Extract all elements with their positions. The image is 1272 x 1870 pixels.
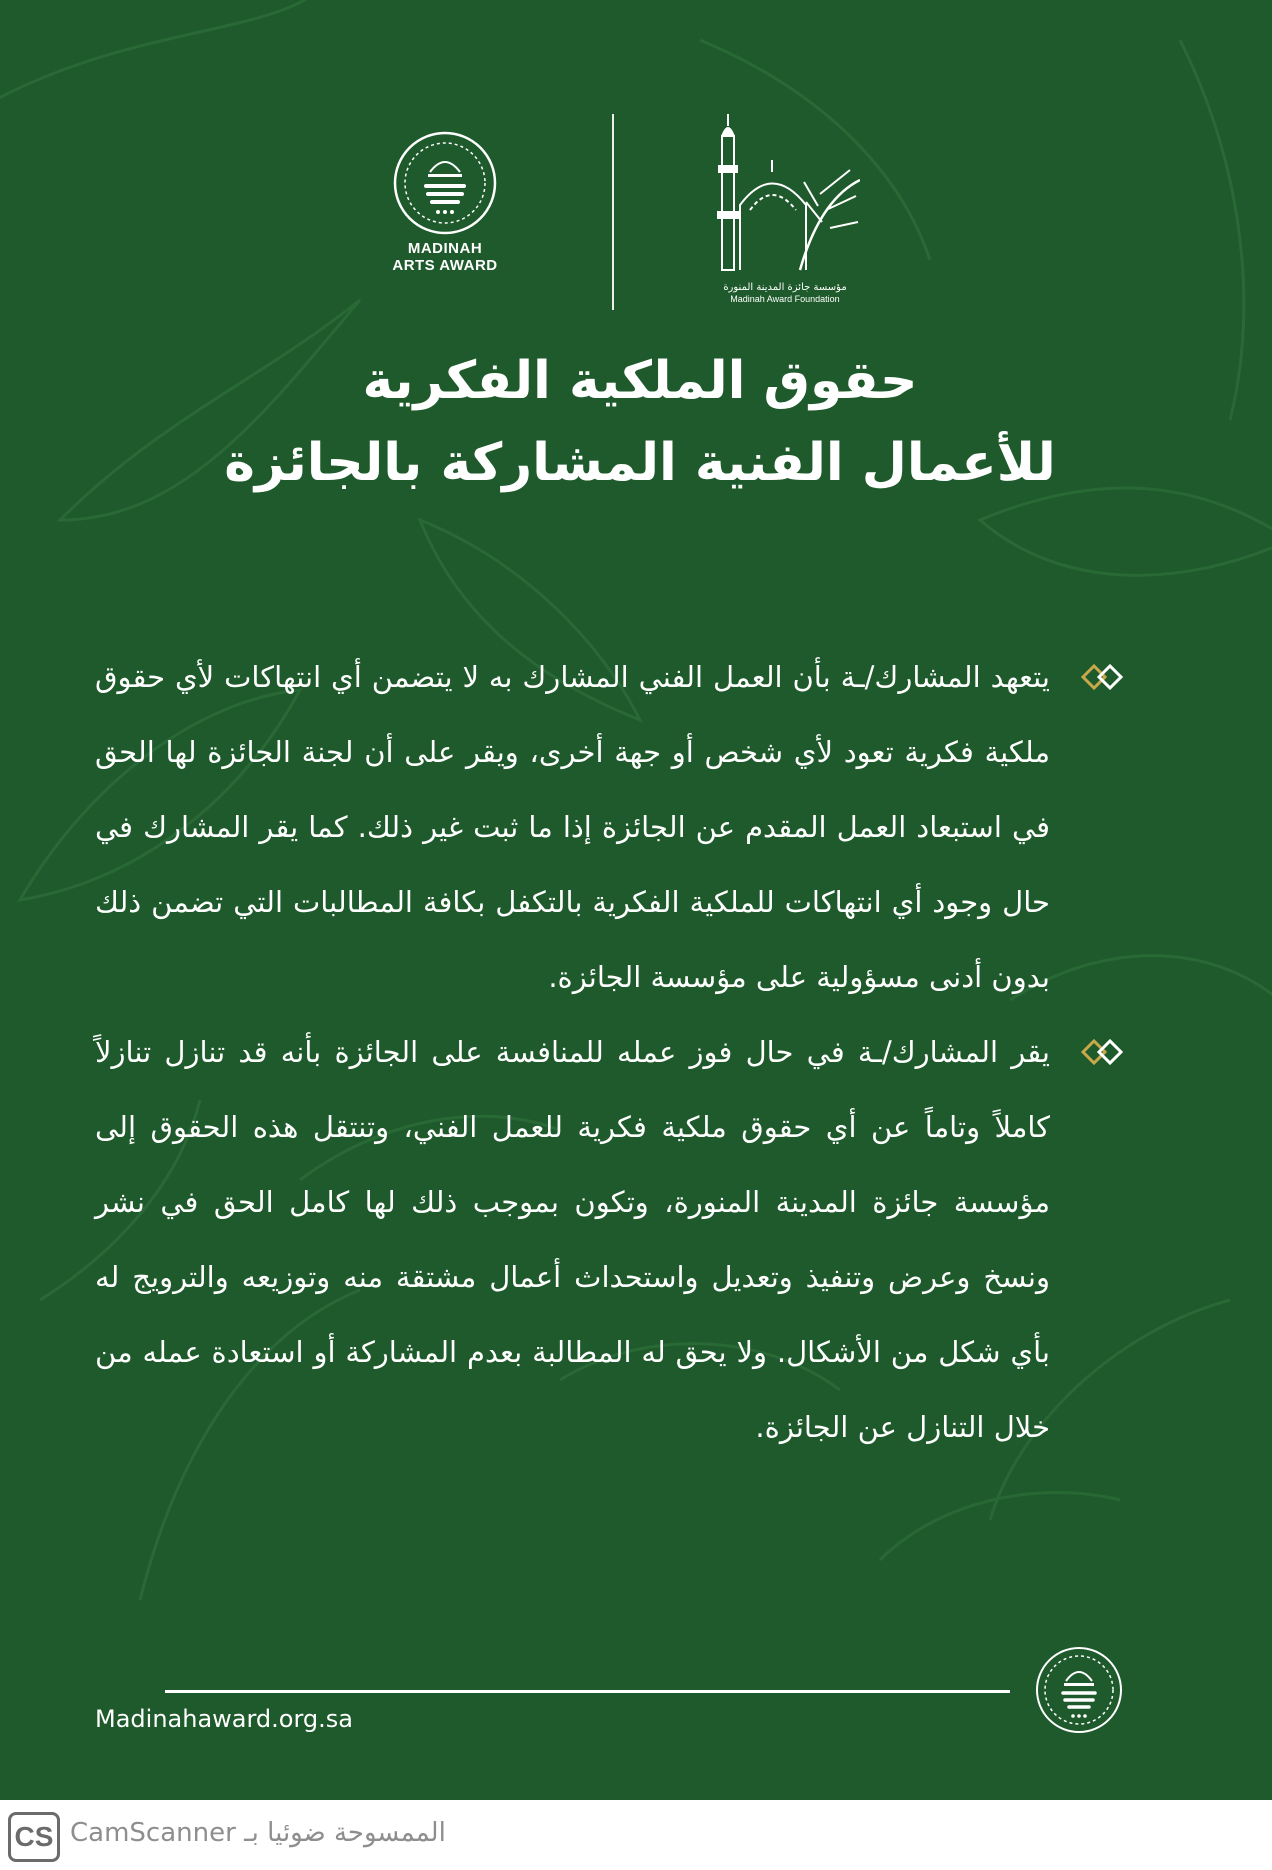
diamond-bullet-icon: [1079, 1037, 1127, 1067]
diamond-bullet-icon: [1079, 662, 1127, 692]
madinah-award-foundation-logo: [710, 110, 890, 310]
logo-divider: [612, 114, 614, 310]
foundation-name-english: Madinah Award Foundation: [730, 294, 840, 304]
title-line-2: للأعمال الفنية المشاركة بالجائزة: [224, 433, 1056, 493]
website-link[interactable]: Madinahaward.org.sa: [95, 1705, 353, 1733]
header-logos: [380, 110, 900, 310]
title-line-1: حقوق الملكية الفكرية: [362, 351, 918, 411]
clause-item: [95, 1015, 1145, 1465]
page-title: [100, 340, 1180, 504]
award-caption-line2: ARTS AWARD: [392, 257, 498, 274]
footer-divider: [165, 1690, 1010, 1693]
clause-text: يقر المشارك/ـة في حال فوز عمله للمنافسة على الجائزة بأنه قد تنازل تنازلاً كاملاً وتاماً عن أي حقوق ملكية فكرية للعمل الفني، وتنتقل هذه الحقوق إلى مؤسسة جائزة المدينة المنورة، وتكون بموجب ذلك لها كامل الحق في نشر ونسخ وعرض وتنفيذ وتعديل واستحداث أعمال مشتقة منه وتوزيعه والترويج له بأي شكل من الأشكال. ولا يحق له المطالبة بعدم المشاركة أو استعادة عمله من خلال التنازل عن الجائزة.: [95, 1035, 1050, 1444]
camscanner-icon: CS: [8, 1812, 60, 1862]
clause-item: [95, 640, 1145, 1015]
award-caption-line1: MADINAH: [407, 240, 483, 257]
madinah-arts-award-logo: [380, 130, 510, 300]
clauses-list: [95, 640, 1145, 1465]
award-seal-icon: [1034, 1645, 1124, 1735]
mosque-minaret-palm-icon: [710, 110, 860, 280]
madinah-arts-award-seal-icon: [392, 130, 498, 236]
foundation-name-arabic: مؤسسة جائزة المدينة المنورة: [723, 282, 847, 293]
scanner-watermark: [0, 1800, 1272, 1870]
clause-text: يتعهد المشارك/ـة بأن العمل الفني المشارك به لا يتضمن أي انتهاكات لأي حقوق ملكية فكرية تعود لأي شخص أو جهة أخرى، ويقر على أن لجنة الجائزة لها الحق في استبعاد العمل المقدم عن الجائزة إذا ما ثبت غير ذلك. كما يقر المشارك في حال وجود أي انتهاكات للملكية الفكرية بالتكفل بكافة المطالبات التي تضمن ذلك بدون أدنى مسؤولية على مؤسسة الجائزة.: [95, 660, 1050, 994]
scanner-text: CamScanner الممسوحة ضوئيا بـ: [70, 1818, 446, 1848]
